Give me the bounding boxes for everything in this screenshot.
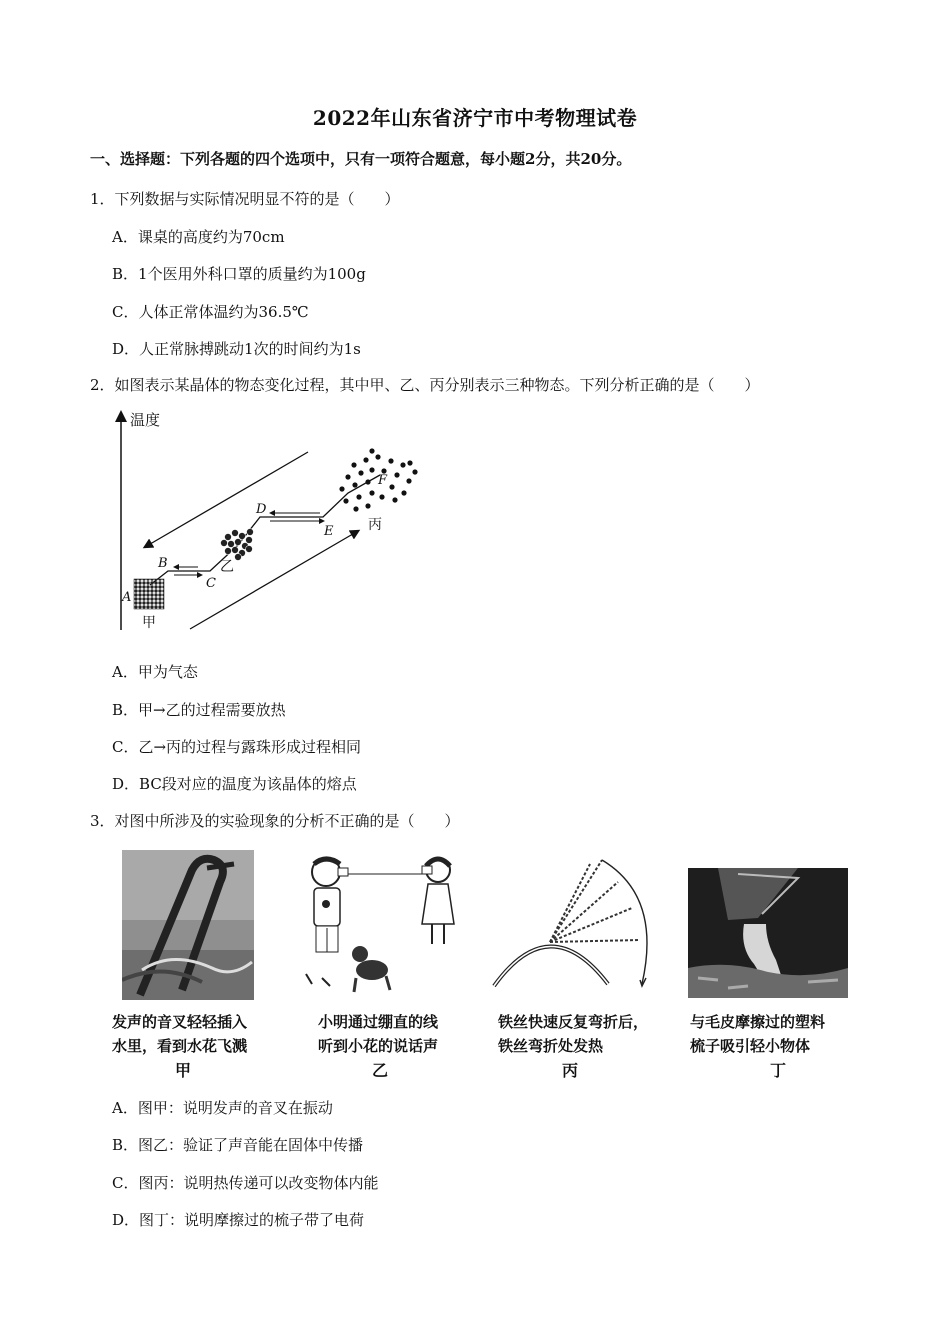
section-heading: 一、选择题：下列各题的四个选项中，只有一项符合题意，每小题2分，共20分。: [90, 150, 632, 168]
tuning-fork-photo: [122, 850, 254, 1000]
exam-title: 2022年山东省济宁市中考物理试卷: [312, 106, 638, 130]
label-panel-bing: 丙: [562, 1061, 579, 1080]
label-panel-yi: 乙: [372, 1061, 389, 1080]
q2-option-c: C．乙→丙的过程与露珠形成过程相同: [112, 738, 362, 756]
string-telephone-illustration: [298, 852, 462, 1000]
q2-option-b: B．甲→乙的过程需要放热: [112, 701, 286, 719]
state-bing-label: 丙: [368, 517, 382, 533]
q3-option-c: C．图丙：说明热传递可以改变物体内能: [112, 1174, 379, 1192]
caption-panel-bing: 铁丝快速反复弯折后， 铁丝弯折处发热: [498, 1013, 649, 1055]
state-change-diagram: [110, 405, 440, 635]
point-c-label: C: [206, 576, 216, 591]
bending-wire-illustration: [490, 856, 666, 996]
question-1-stem: 1．下列数据与实际情况明显不符的是（ ）: [90, 190, 400, 208]
point-f-label: F: [378, 473, 388, 488]
state-yi-label: 乙: [220, 559, 234, 575]
liquid-cluster: [221, 529, 254, 561]
q1-option-d: D．人正常脉搏跳动1次的时间约为1s: [112, 340, 361, 358]
q3-option-a: A．图甲：说明发声的音叉在振动: [112, 1099, 333, 1117]
q3-option-b: B．图乙：验证了声音能在固体中传播: [112, 1136, 364, 1154]
caption-panel-ding: 与毛皮摩擦过的塑料 梳子吸引轻小物体: [690, 1013, 826, 1055]
state-jia-label: 甲: [142, 615, 156, 631]
charged-comb-photo: [688, 868, 848, 998]
question-3-stem: 3．对图中所涉及的实验现象的分析不正确的是（ ）: [90, 812, 460, 830]
cooling-arrow: [145, 452, 308, 547]
q1-option-a: A．课桌的高度约为70cm: [112, 228, 285, 246]
q2-option-d: D．BC段对应的温度为该晶体的熔点: [112, 775, 357, 793]
solid-lattice: [134, 579, 164, 609]
point-b-label: B: [158, 556, 168, 571]
point-e-label: E: [324, 524, 334, 539]
point-d-label: D: [256, 502, 267, 517]
caption-panel-jia: 发声的音叉轻轻插入 水里，看到水花飞溅: [112, 1013, 248, 1055]
process-curve: [150, 475, 380, 585]
q2-option-a: A．甲为气态: [112, 663, 198, 681]
q3-option-d: D．图丁：说明摩擦过的梳子带了电荷: [112, 1211, 365, 1229]
label-panel-ding: 丁: [770, 1061, 787, 1080]
point-a-label: A: [122, 590, 132, 605]
question-2-stem: 2．如图表示某晶体的物态变化过程，其中甲、乙、丙分别表示三种物态。下列分析正确的是（ ）: [90, 376, 760, 394]
q1-option-b: B．1个医用外科口罩的质量约为100g: [112, 265, 366, 283]
label-panel-jia: 甲: [175, 1061, 192, 1080]
caption-panel-yi: 小明通过绷直的线 听到小花的说话声: [318, 1013, 439, 1055]
q1-option-c: C．人体正常体温约为36.5℃: [112, 303, 309, 321]
axis-label: 温度: [130, 411, 161, 429]
